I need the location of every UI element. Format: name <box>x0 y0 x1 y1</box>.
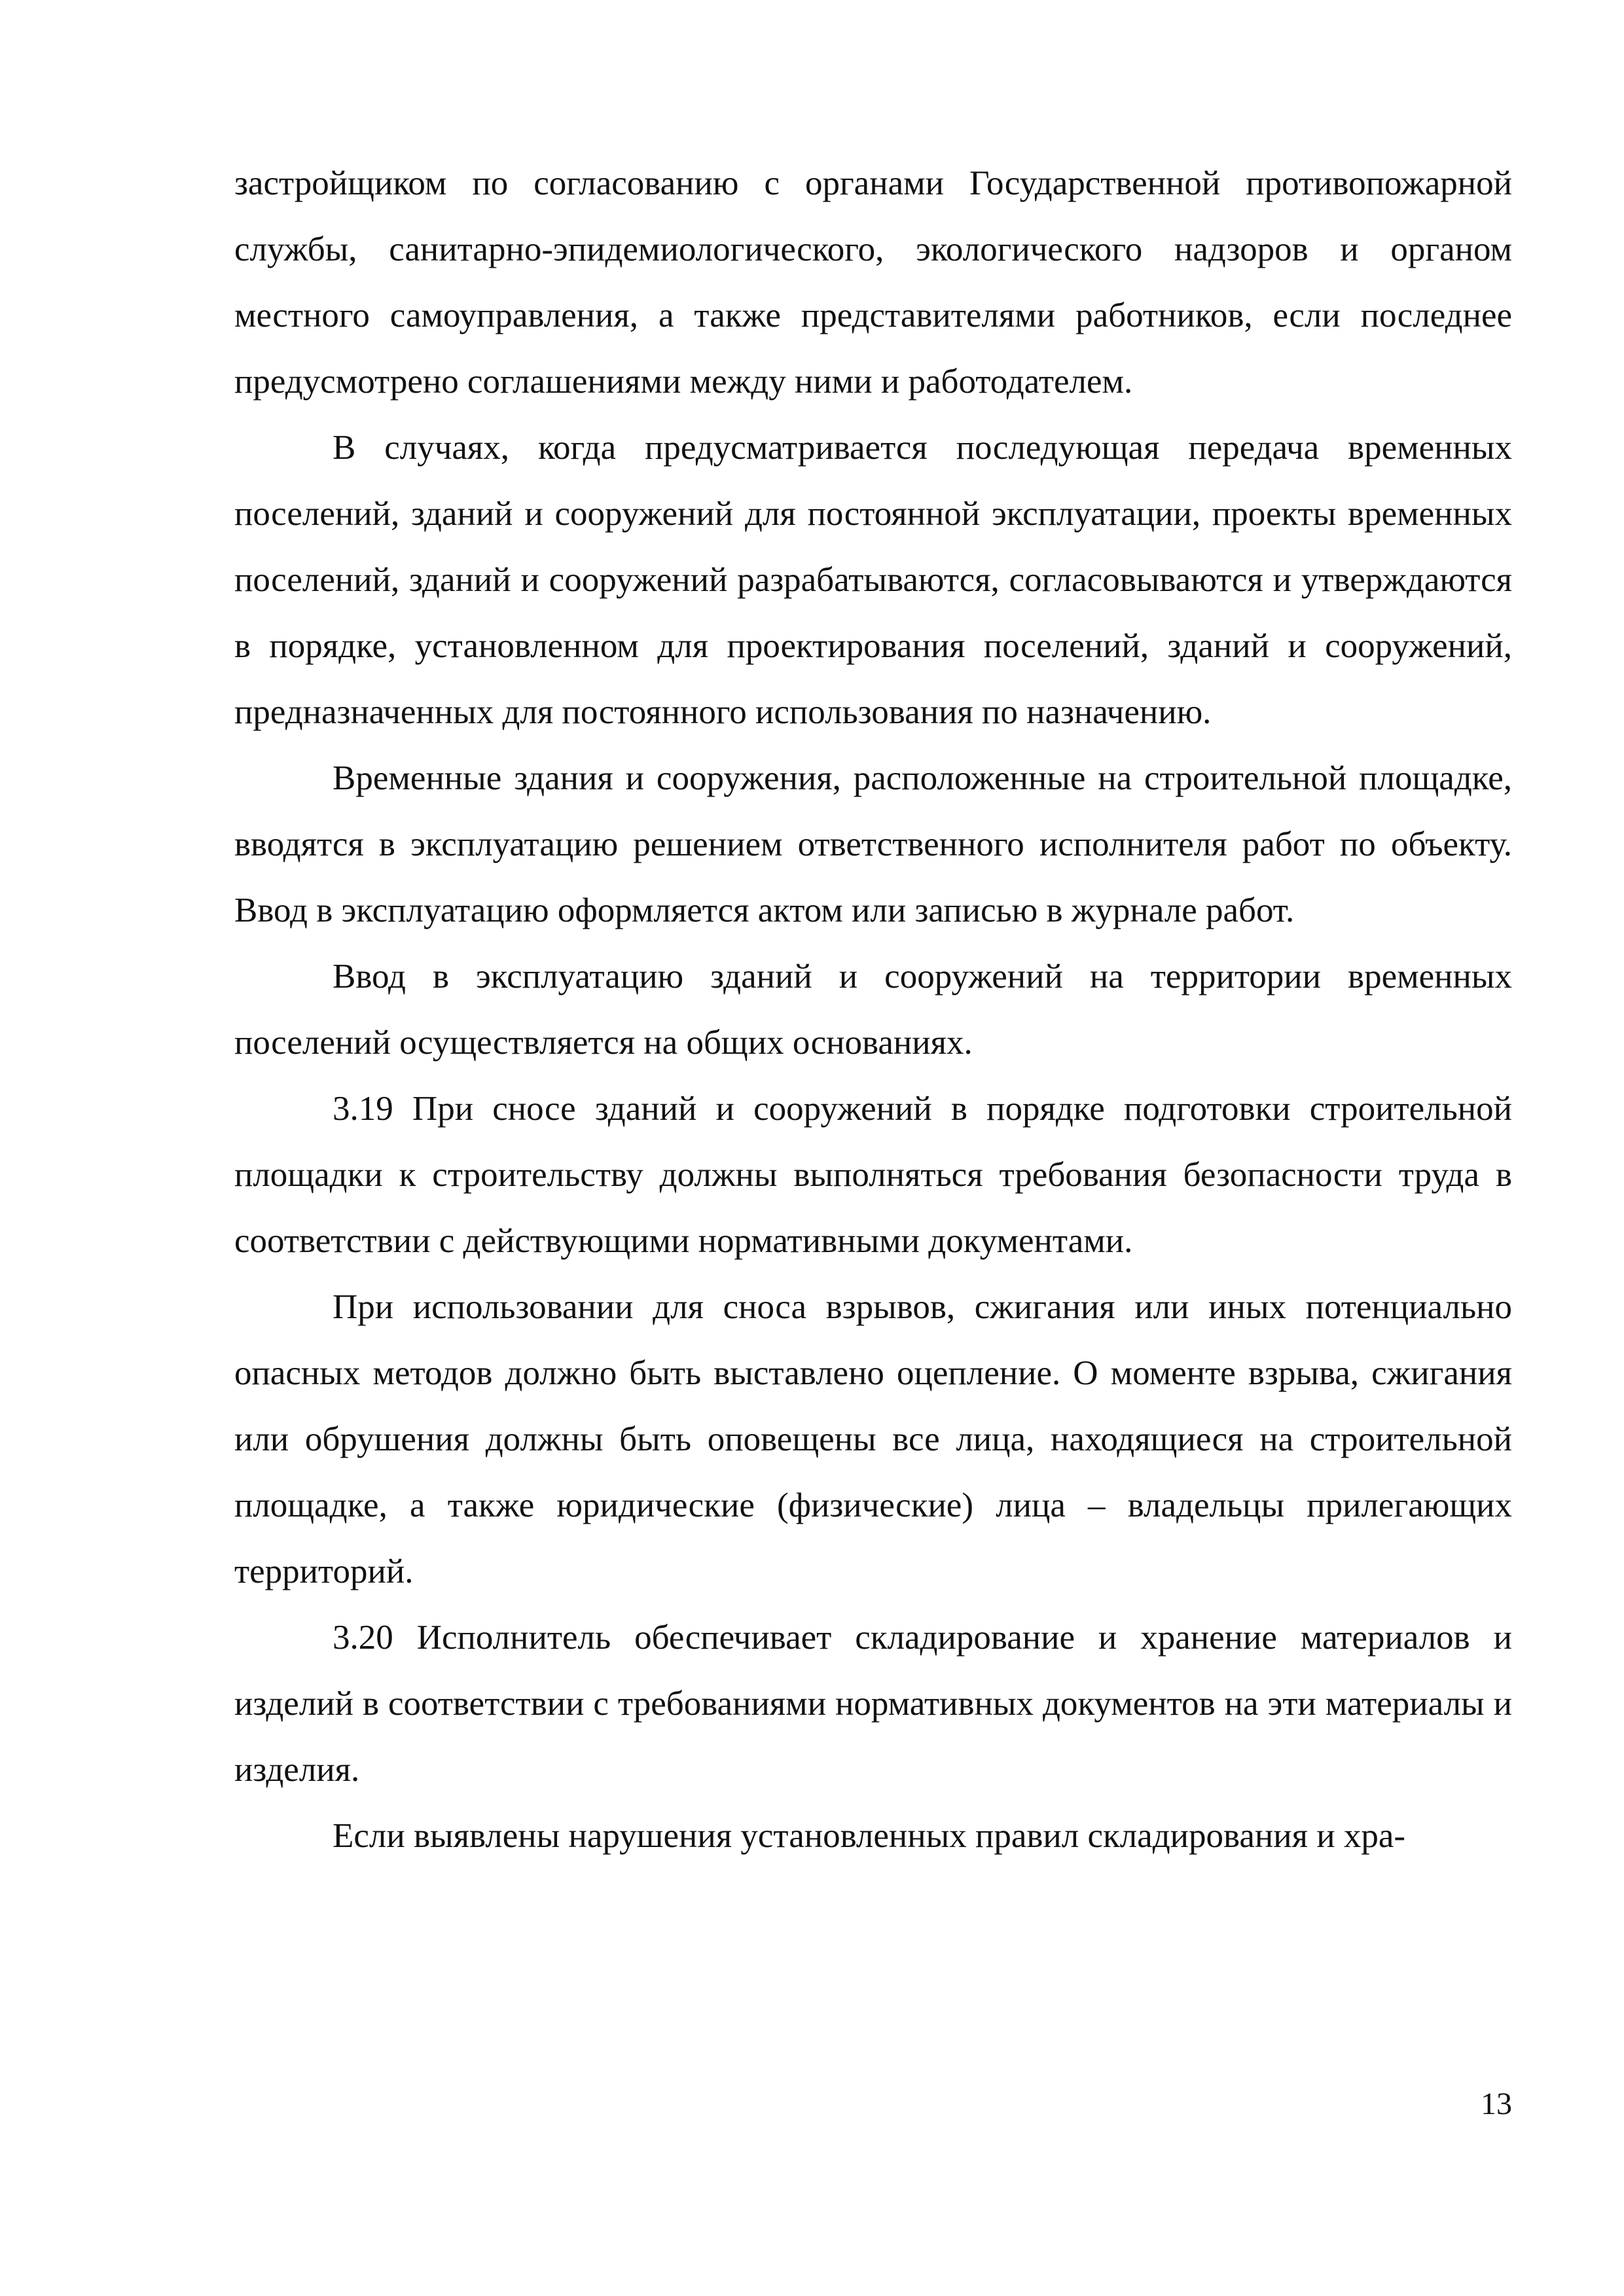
paragraph-section-3-20: 3.20 Исполнитель обеспечивает складирование и хранение материалов и изделий в соответствии с требованиями нормативных документов на эти материалы и изделия. <box>234 1619 1512 1789</box>
page-number: 13 <box>1481 2087 1512 2121</box>
paragraph-temporary-settlements: В случаях, когда предусматривается последующая передача временных поселений, зданий и сооружений для постоянной эксплуатации, проекты временных поселений, зданий и сооружений разрабатываются, согласовываются и утверждаются в порядке, установленном для проектирования поселений, зданий и сооружений, предназначенных для постоянного использования по назначению. <box>234 429 1512 731</box>
paragraph-continuation: застройщиком по согласованию с органами Государственной противопожарной службы, санитарно-эпидемиологического, экологического надзоров и органом местного самоуправления, а также представителями работников, если последнее предусмотрено соглашениями между ними и работодателем. <box>234 164 1512 401</box>
paragraph-section-3-19: 3.19 При сносе зданий и сооружений в порядке подготовки строительной площадки к строительству должны выполняться требования безопасности труда в соответствии с действующими нормативными документами. <box>234 1090 1512 1260</box>
paragraph-temporary-buildings: Временные здания и сооружения, расположенные на строительной площадке, вводятся в эксплуатацию решением ответственного исполнителя работ по объекту. Ввод в эксплуатацию оформляется актом или записью в журнале работ. <box>234 759 1512 929</box>
paragraph-demolition-methods: При использовании для сноса взрывов, сжигания или иных потенциально опасных методов должно быть выставлено оцепление. О моменте взрыва, сжигания или обрушения должны быть оповещены все лица, находящиеся на строительной площадке, а также юридические (физические) лица – владельцы прилегающих территорий. <box>234 1288 1512 1590</box>
body-text <box>234 151 1512 1869</box>
paragraph-storage-violations: Если выявлены нарушения установленных правил складирования и хра- <box>333 1817 1406 1855</box>
paragraph-commissioning: Ввод в эксплуатацию зданий и сооружений на территории временных поселений осуществляется на общих основаниях. <box>234 958 1512 1062</box>
